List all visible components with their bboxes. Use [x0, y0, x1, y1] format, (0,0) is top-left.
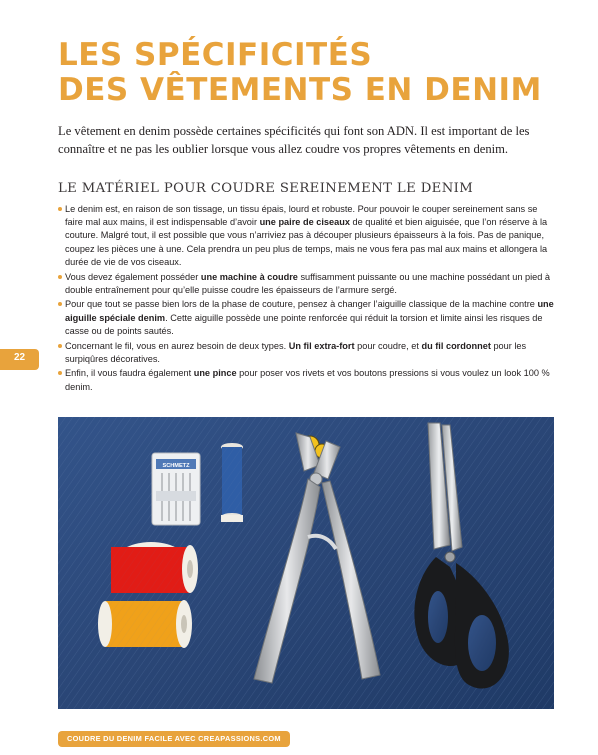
bullet-bold-text: Un fil extra-fort: [288, 340, 355, 351]
bullet-item-pliers: [58, 367, 556, 393]
bullet-text: Vous devez également posséder: [65, 271, 201, 282]
bullet-dot-icon: [58, 371, 62, 375]
bullet-list: [58, 203, 556, 395]
bullet-text: pour coudre, et: [354, 340, 422, 351]
bullet-item-scissors: [58, 203, 556, 269]
bullet-dot-icon: [58, 275, 62, 279]
bullet-text: Enfin, il vous faudra également: [65, 368, 194, 379]
footer-banner: COUDRE DU DENIM FACILE AVEC CREAPASSIONS.COM: [58, 731, 290, 747]
needle-pack-icon: [152, 453, 200, 525]
bullet-text: de qualité et bien aiguisée, que l’on réserve à la couture. Malgré tout, il est possible que vous n’arriviez pas à découper plusieurs épaisseurs à la fois. Pas de panique, coupez les pièces une à une. Cela prendra un peu plus de temps, mais ne vous fera pas mal aux mains et allongera la durée de vie de vos ciseaux.: [65, 217, 548, 267]
title-line-1: LES SPÉCIFICITÉS: [58, 37, 373, 73]
bullet-text: Concernant le fil, vous en aurez besoin de deux types.: [65, 340, 289, 351]
bullet-item-thread: [58, 340, 556, 366]
bullet-text: Pour que tout se passe bien lors de la phase de couture, pensez à changer l’aiguille classique de la machine contre: [65, 299, 538, 310]
red-thread-spool-icon: [111, 542, 198, 593]
bullet-text: pour poser vos rivets et vos boutons pressions si vous voulez un look 100 % denim.: [65, 368, 550, 392]
bullet-bold-text: une pince: [193, 368, 237, 379]
page-title: [58, 38, 542, 108]
sewing-tools-illustration: [58, 417, 554, 709]
orange-thread-spool-icon: [98, 600, 192, 648]
intro-paragraph: Le vêtement en denim possède certaines spécificités qui font son ADN. Il est important de les connaître et ne pas les oublier lorsque vous allez coudre vos propres vêtements en denim.: [58, 124, 530, 156]
bullet-dot-icon: [58, 302, 62, 306]
bullet-bold-text: une machine à coudre: [200, 271, 298, 282]
bullet-item-machine: [58, 271, 556, 297]
bullet-bold-text: une paire de ciseaux: [259, 217, 350, 228]
bullet-text: suffisamment puissante ou une machine possédant un pied à double entraînement pour qu’elle puisse coudre les épaisseurs de l’armure sergé.: [65, 271, 551, 295]
sewing-tools-photo: [58, 417, 554, 709]
bullet-bold-text: du fil cordonnet: [421, 340, 491, 351]
bullet-text: Le denim est, en raison de son tissage, un tissu épais, lourd et robuste. Pour pouvoir le couper sereinement sans se faire mal aux mains, il est indispensable d’avoir: [65, 204, 538, 228]
page-number: 22: [13, 352, 26, 363]
bullet-dot-icon: [58, 207, 62, 211]
bullet-dot-icon: [58, 344, 62, 348]
needle-pack-brand: SCHMETZ: [162, 463, 190, 469]
bullet-bold-text: une aiguille spéciale denim: [65, 299, 554, 323]
bullet-text: . Cette aiguille possède une pointe renforcée qui réduit la torsion et limite ainsi les risques de casse ou de points sautés.: [65, 312, 543, 336]
bullet-item-needle: [58, 298, 556, 338]
title-line-2: DES VÊTEMENTS EN DENIM: [58, 72, 542, 108]
bullet-text: pour les surpiqûres décoratives.: [65, 340, 527, 364]
blue-thread-spool-icon: [221, 443, 243, 522]
section-heading: LE MATÉRIEL POUR COUDRE SEREINEMENT LE DENIM: [58, 181, 474, 196]
